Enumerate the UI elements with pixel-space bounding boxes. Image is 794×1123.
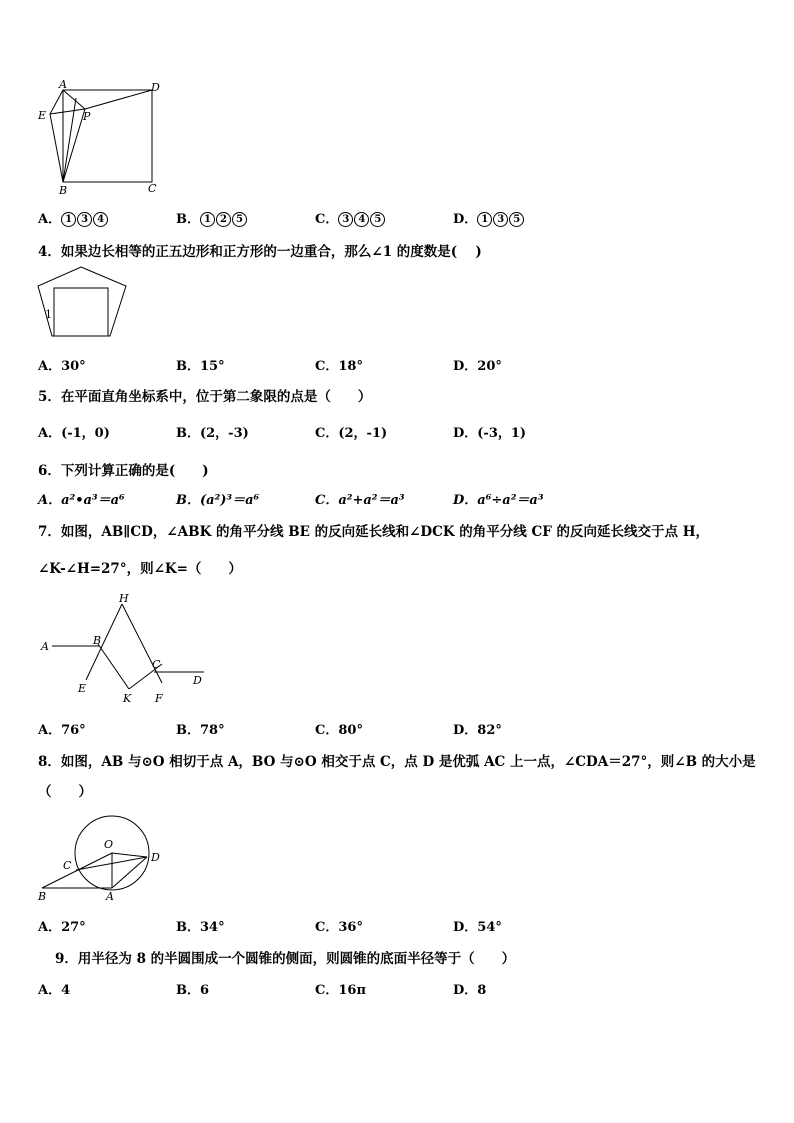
q6-option-d: D．a⁶÷a²＝a³ [453,493,544,508]
q7-option-b: B．78° [176,723,225,738]
q7-option-d: D．82° [453,723,502,738]
q6-option-a: A．a²•a³＝a⁶ [38,493,125,508]
q3-option-d: D． 1 3 5 [453,208,525,227]
q8-option-b: B．34° [176,920,225,935]
q4-text: 4．如果边长相等的正五边形和正方形的一边重合，那么∠1 的度数是( ) [38,244,482,260]
q9-option-c: C．16π [315,983,366,998]
label-h: H [119,592,129,605]
label-f: F [155,692,163,705]
q8-option-c: C．36° [315,920,363,935]
label-k: K [123,692,132,705]
label-d: D [151,81,160,94]
q6-option-b: B．(a²)³＝a⁶ [176,493,260,508]
label-a: A [59,78,67,91]
circle-tangent-figure [34,806,174,906]
q5-text: 5．在平面直角坐标系中，位于第二象限的点是（ ） [38,389,372,405]
label-c: C [63,859,72,872]
label-a: A [41,640,49,653]
q7-text-2: ∠K-∠H=27°，则∠K=（ ） [38,561,242,577]
q9-option-b: B．6 [176,983,210,998]
square-figure [30,78,170,200]
pentagon-square-figure [36,264,146,348]
q8-option-a: A．27° [38,920,86,935]
q3-option-b: B． 1 2 5 [176,208,248,227]
q7-option-c: C．80° [315,723,363,738]
parallel-lines-figure [36,588,216,706]
q7-text: 7．如图，AB∥CD，∠ABK 的角平分线 BE 的反向延长线和∠DCK 的角平分线 CF 的反向延长线交于点 H， [38,524,709,540]
label-d: D [193,674,202,687]
q4-option-a: A．30° [38,359,86,374]
q3-option-a: A． 1 3 4 [38,208,109,227]
q5-option-c: C．(2，-1) [315,426,388,441]
q5-option-d: D．(-3，1) [453,426,527,441]
label-b: B [38,890,47,903]
label-b: B [59,184,68,197]
label-d: D [151,851,160,864]
label-c: C [148,182,157,195]
label-b: B [93,634,102,647]
label-e: E [38,109,47,122]
q9-text: 9．用半径为 8 的半圆围成一个圆锥的侧面，则圆锥的底面半径等于（ ） [55,951,516,967]
q8-option-d: D．54° [453,920,502,935]
q4-option-c: C．18° [315,359,363,374]
label-a: A [106,890,114,903]
q8-text-2: （ ） [38,784,92,800]
q6-text: 6．下列计算正确的是( ) [38,463,209,479]
angle-1-label: 1 [45,308,52,321]
q5-option-a: A．(-1，0) [38,426,110,441]
q4-option-d: D．20° [453,359,502,374]
q8-text: 8．如图，AB 与⊙O 相切于点 A，BO 与⊙O 相交于点 C，点 D 是优弧 AC 上一点，∠CDA＝27°，则∠B 的大小是 [38,754,756,770]
q5-option-b: B．(2，-3) [176,426,249,441]
q4-option-b: B．15° [176,359,225,374]
q7-option-a: A．76° [38,723,86,738]
q9-option-d: D．8 [453,983,487,998]
q6-option-c: C．a²+a²＝a³ [315,493,405,508]
q3-option-c: C． 3 4 5 [315,208,386,227]
q9-option-a: A．4 [38,983,71,998]
label-e: E [78,682,87,695]
label-p: P [83,110,91,123]
label-o: O [104,838,114,851]
label-c: C [152,658,161,671]
